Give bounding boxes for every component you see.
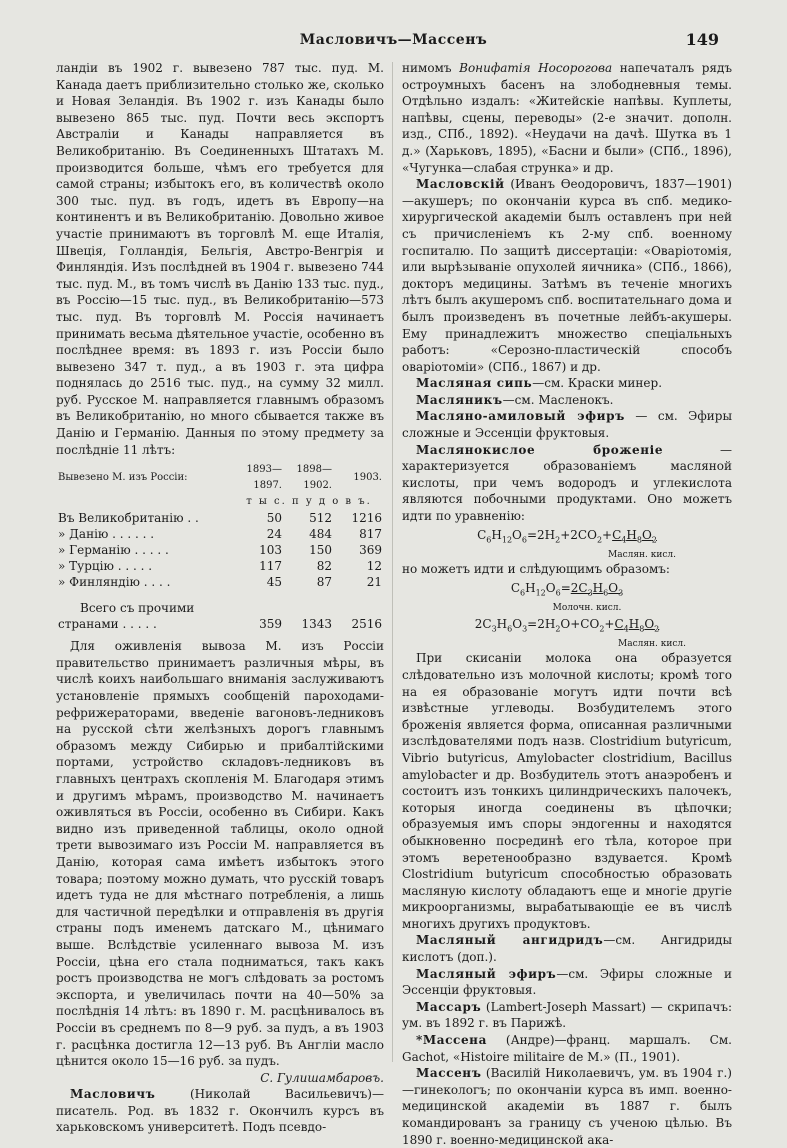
entry-text: —см. Масленокъ. bbox=[502, 392, 614, 407]
table-unit-row bbox=[56, 494, 384, 510]
table-cell: 82 bbox=[316, 559, 332, 574]
table-row-label: » Данію . . . . . . bbox=[58, 527, 155, 542]
headword: Массаръ bbox=[416, 999, 482, 1014]
author-signature: С. Гулишамбаровъ. bbox=[260, 1070, 384, 1085]
entry-text: — характеризуется образованіемъ масляной кислоты, при чемъ водородъ и углекислота являются побочными продуктами. Оно можетъ идти по уравненію: bbox=[402, 442, 732, 524]
table-row-label: » Турцію . . . . . bbox=[58, 559, 153, 574]
entry-maslovich-cont bbox=[402, 60, 732, 176]
entry-massena bbox=[402, 1032, 732, 1065]
table-row-label: » Финляндію . . . . bbox=[58, 575, 171, 590]
table-cell: 817 bbox=[359, 527, 382, 542]
fermentation-text: При скисаніи молока она образуется слѣдовательно изъ молочной кислоты; кромѣ того на ея образованіе могутъ идти почти всѣ извѣстные углеводы. Возбудителемъ этого броженія является форма, описанная различными изслѣдователями подъ назв. Clostridium butyricum, Vibrio butyricus, Amylobacter clostridium, Bacillus amylobacter и др. Возбудитель этотъ анаэробенъ и состоитъ изъ тонкихъ цилиндрическихъ палочекъ, которыя иногда соединены въ цѣпочки; образуемыя имъ споры эндогенны и находятся обыкновенно посрединѣ его тѣла, которое при этомъ веретенообразно вздувается. Кромѣ Clostridium butyricum способностью образовать масляную кислоту обладаютъ еще и многіе другіе микроорганизмы, вырабатывающіе ее въ числѣ многихъ другихъ продуктовъ. bbox=[402, 651, 732, 931]
entry-maslovsky bbox=[402, 176, 732, 375]
table-total-label-2: странами . . . . . bbox=[58, 617, 157, 632]
table-row-label: » Германію . . . . . bbox=[58, 543, 169, 558]
page-header bbox=[0, 30, 787, 56]
headword: Масляный ангидридъ bbox=[416, 933, 604, 948]
formula-intro: но можетъ идти и слѣдующимъ образомъ: bbox=[402, 562, 670, 577]
entry-butyric-anhydride bbox=[402, 932, 732, 965]
entry-maslyanik bbox=[402, 392, 732, 409]
table-row bbox=[56, 542, 384, 558]
table-row bbox=[56, 510, 384, 526]
headword: *Массена bbox=[416, 1033, 487, 1048]
entry-text: — см. Эфиры сложные и Эссенціи фруктовыя. bbox=[402, 409, 732, 441]
table-total-cell: 359 bbox=[259, 617, 282, 632]
entry-text: —см. Краски минер. bbox=[532, 376, 663, 391]
entry-text: (Николай Васильевичъ)—писатель. Род. въ 1832 г. Окончилъ курсъ въ харьковскомъ университетѣ. Подъ псевдо- bbox=[56, 1087, 384, 1135]
entry-text: напечаталъ рядъ остроумныхъ басенъ на злободневныя темы. Отдѣльно издалъ: «Житейскіе напѣвы. Куплеты, напѣвы, сцены, переводы» (2-е значит. дополн. изд., СПб., 1892). «Неудачи на дачѣ. Шутка въ 1 д.» (Харьковъ, 1895), «Басни и были» (СПб., 1896), «Чугунка—слабая струнка» и др. bbox=[402, 61, 732, 175]
entry-text: —см. Ангидриды кислотъ (доп.). bbox=[402, 933, 732, 965]
entry-text: (Андре)—франц. маршалъ. См. Gachot, «Histoire militaire de M.» (П., 1901). bbox=[402, 1033, 732, 1064]
entry-text: (Василій Николаевичъ, ум. въ 1904 г.)—гинекологъ; по окончаніи курса въ имп. военно-медицинской академіи въ 1887 г. былъ командированъ за границу съ ученою цѣлью. Въ 1890 г. военно-медицинской ака- bbox=[402, 1066, 732, 1147]
page-number: 149 bbox=[685, 30, 719, 49]
table-cell: 24 bbox=[266, 527, 282, 542]
entry-maslovich bbox=[56, 1086, 384, 1136]
headword: Масляникъ bbox=[416, 392, 503, 407]
entry-massart bbox=[402, 999, 732, 1032]
table-col-3: 1903. bbox=[353, 472, 382, 484]
table-header-label: Вывезено М. изъ Россіи: bbox=[58, 472, 188, 484]
formula-2-label: Молочн. кисл. bbox=[552, 603, 622, 613]
right-column bbox=[402, 60, 732, 1148]
table-col-2: 1898—1902. bbox=[296, 464, 332, 492]
left-column bbox=[56, 60, 384, 1136]
entry-amyl-ether bbox=[402, 408, 732, 441]
table-cell: 12 bbox=[366, 559, 382, 574]
table-cell: 369 bbox=[359, 543, 382, 558]
headword: Масловскій bbox=[416, 177, 505, 192]
entry-maslyanaya-sin bbox=[402, 375, 732, 392]
headword: Масловичъ bbox=[70, 1087, 156, 1102]
entry-butyric-ether bbox=[402, 966, 732, 999]
table-total-cell: 2516 bbox=[351, 617, 382, 632]
paragraph-export: ландіи въ 1902 г. вывезено 787 тыс. пуд. М. Канада даетъ приблизительно столько же, сколько и Новая Зеландія. Въ 1902 г. изъ Канады было вывезено 865 тыс. пуд. Почти весь экспортъ Австраліи и Канады направляется въ Великобританію. Въ Соединенныхъ Штатахъ М. производится больше, чѣмъ его требуется для самой страны; избытокъ его, въ количествѣ около 300 тыс. пуд. въ годъ, идетъ въ Европу—на континентъ и въ Великобританію. Довольно живое участіе принимаютъ въ торговлѣ М. еще Италія, Швеція, Голландія, Бельгія, Австро-Венгрія и Финляндія. Изъ послѣдней въ 1904 г. вывезено 744 тыс. пуд. М., въ томъ числѣ въ Данію 133 тыс. пуд., въ Россію—15 тыс. пуд., въ Великобританію—573 тыс. пуд. Въ торговлѣ М. Россія начинаетъ принимать весьма дѣятельное участіе, особенно въ послѣднее время: въ 1893 г. изъ Россіи было вывезено 347 т. пуд., а въ 1903 г. эта цифра поднялась до 2516 тыс. пуд., на сумму 32 милл. руб. Русское М. направляется главнымъ образомъ въ Великобританію, но много сбывается также въ Данію и Германію. Данныя по этому предмету за послѣдніе 11 лѣтъ: bbox=[56, 61, 384, 457]
table-cell: 21 bbox=[366, 575, 382, 590]
formula-1: $C_6H_{12}O_6=2H_2+2CO_2+C_4H_8O_2$ bbox=[477, 527, 657, 545]
table-header-row bbox=[56, 462, 384, 494]
headword: Масляный эфиръ bbox=[416, 966, 557, 981]
table-row bbox=[56, 526, 384, 542]
entry-text: (Иванъ Ѳеодоровичъ, 1837—1901)—акушеръ; по окончаніи курса въ спб. медико-хирургической академіи былъ оставленъ при ней съ причисленіемъ къ 2-му спб. военному госпиталю. По защитѣ диссертаціи: «Оваріотомія, или вырѣзываніе опухолей яичника» (СПб., 1866), докторъ медицины. Затѣмъ въ теченіе многихъ лѣтъ былъ акушеромъ спб. воспитательнаго дома и былъ произведенъ въ почетные лейбъ-акушеры. Ему принадлежитъ множество спеціальныхъ работъ: «Серозно-пластическій способъ оваріотоміи» (СПб., 1867) и др. bbox=[402, 177, 732, 374]
entry-text: нимомъ bbox=[402, 61, 452, 75]
formula-3-label: Маслян. кисл. bbox=[618, 639, 686, 650]
headword: Масляно-амиловый эфиръ bbox=[416, 409, 625, 424]
entry-text: —см. Эфиры сложные и Эссенціи фруктовыя. bbox=[402, 966, 733, 998]
paragraph-measures: Для оживленія вывоза М. изъ Россіи правительство принимаетъ различныя мѣры, въ числѣ коихъ наибольшаго вниманія заслуживаютъ установленіе прямыхъ сообщеній пароходами-рефрижераторами, введеніе вагоновъ-ледниковъ на русской сѣти желѣзныхъ дорогъ главнымъ образомъ между Сибирью и прибалтійскими портами, устройство складовъ-ледниковъ въ главныхъ центрахъ скопленія М. Благодаря этимъ и другимъ мѣрамъ, производство М. начинаетъ оживляться въ Россіи, особенно въ Сибири. Какъ видно изъ приведенной таблицы, около одной трети вывозимаго изъ Россіи М. направляется въ Данію, которая сама имѣетъ избытокъ этого товара; поэтому можно думать, что русскій товаръ идетъ туда не для мѣстнаго потребленія, а лишь для частичной передѣлки и отправленія въ другія страны подъ именемъ датскаго М., цѣнимаго выше. Вслѣдствіе усиленнаго вывоза М. изъ Россіи, цѣна его стала подниматься, такъ какъ ростъ производства не могъ слѣдовать за ростомъ экспорта, и увеличилась почти на 40—50% за послѣднія 14 лѣтъ: въ 1890 г. М. расцѣнивалось въ Россіи въ среднемъ по 8—9 руб. за пудъ, а въ 1903 г. расцѣнка достигла 12—13 руб. Въ Англіи масло цѣнится около 15—16 руб. за пудъ. bbox=[56, 639, 384, 1069]
table-cell: 150 bbox=[309, 543, 332, 558]
entry-massen bbox=[402, 1065, 732, 1148]
table-cell: 103 bbox=[259, 543, 282, 558]
table-unit: т ы с. п у д о в ъ. bbox=[246, 496, 372, 508]
table-cell: 87 bbox=[316, 575, 332, 590]
table-row-label: Въ Великобританію . . bbox=[58, 511, 199, 526]
export-table bbox=[56, 462, 384, 632]
headword: Маслянокислое броженіе bbox=[416, 442, 664, 457]
formula-3: $2C_3H_6O_3=2H_2O+CO_2+C_4H_8O_2$ bbox=[474, 617, 660, 634]
formula-1-label: Маслян. кисл. bbox=[608, 550, 676, 561]
table-cell: 512 bbox=[309, 511, 332, 526]
table-total-cell: 1343 bbox=[301, 617, 332, 632]
table-cell: 45 bbox=[266, 575, 282, 590]
entry-butyric-fermentation bbox=[402, 442, 732, 525]
headword: Масляная сипь bbox=[416, 376, 533, 391]
table-total-row-2 bbox=[56, 616, 384, 632]
pseudonym: Вонифатія Носорогова bbox=[459, 61, 613, 75]
table-row bbox=[56, 574, 384, 590]
table-cell: 1216 bbox=[351, 511, 382, 526]
formula-2: $C_6H_{12}O_6=2C_3H_6O_3$ bbox=[510, 580, 624, 597]
table-cell: 50 bbox=[266, 511, 282, 526]
table-col-1: 1893—1897. bbox=[246, 464, 282, 492]
table-cell: 117 bbox=[259, 559, 282, 574]
column-divider bbox=[392, 62, 393, 1062]
entry-text: (Lambert-Joseph Massart) — скрипачъ: ум. въ 1892 г. въ Парижѣ. bbox=[402, 999, 732, 1031]
table-cell: 484 bbox=[309, 527, 332, 542]
table-total-label: Всего съ прочими bbox=[80, 601, 195, 616]
table-row bbox=[56, 558, 384, 574]
running-title: Масловичъ—Массенъ bbox=[299, 32, 488, 48]
table-total-row-1 bbox=[56, 590, 384, 616]
headword: Массенъ bbox=[416, 1066, 482, 1081]
